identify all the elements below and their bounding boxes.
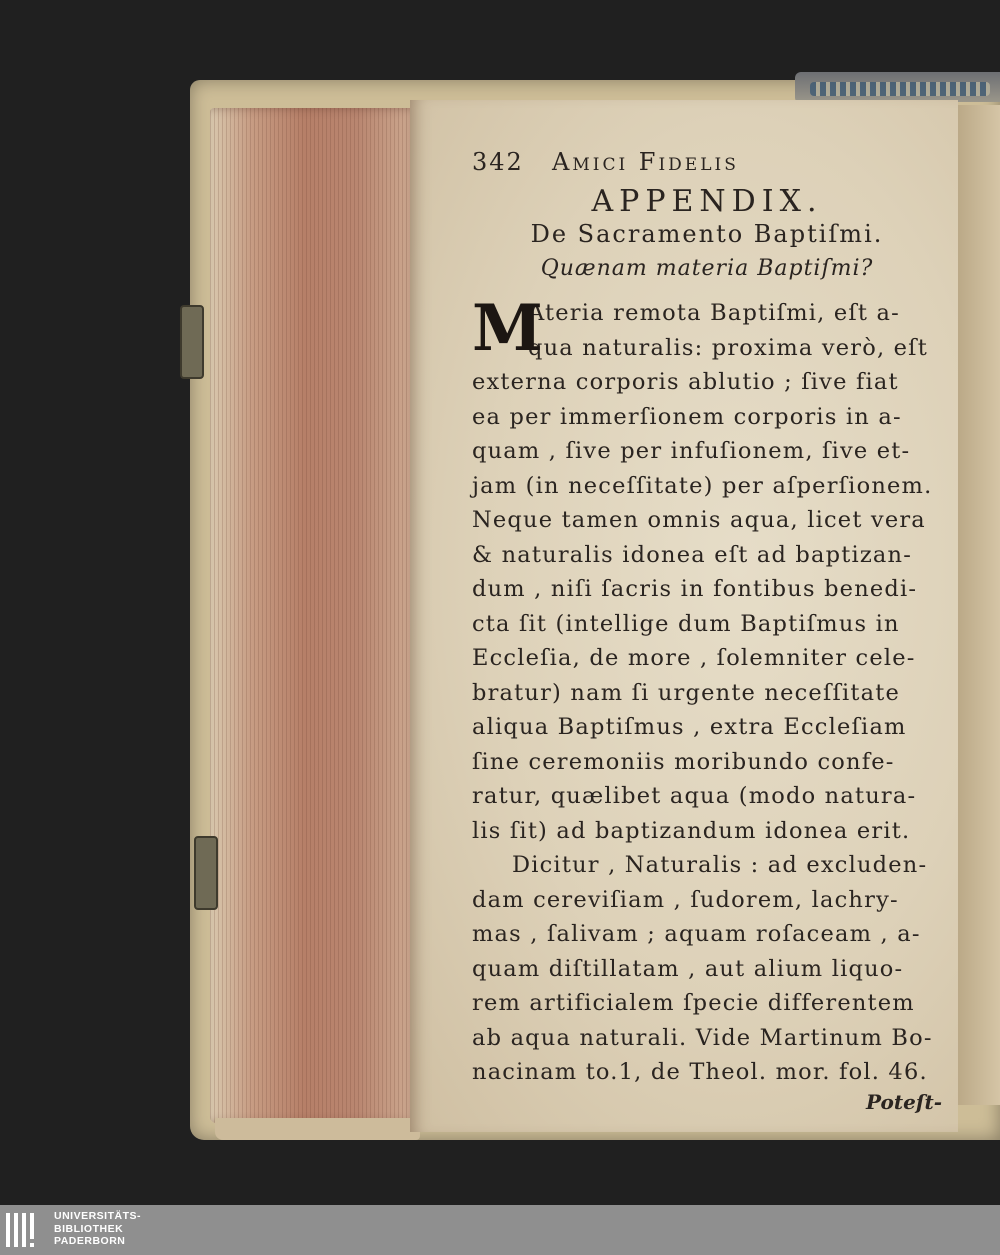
page-header: [472, 148, 942, 182]
book-page: [410, 100, 958, 1132]
clasp-top-icon: [180, 305, 204, 379]
library-name-line: UNIVERSITÄTS-: [54, 1210, 142, 1222]
page-text-block: [472, 148, 942, 1120]
text-line: quam , ſive per infuſionem, ſive et-: [472, 438, 911, 464]
text-line: mas , ſalivam ; aquam roſaceam , a-: [472, 921, 921, 947]
library-name-line: PADERBORN: [54, 1235, 126, 1247]
text-line: cta ſit (intellige dum Baptiſmus in: [472, 610, 900, 637]
question-heading: Quænam materia Baptiſmi?: [540, 256, 874, 281]
text-line: Ateria remota Baptiſmi, eſt a-: [528, 300, 900, 326]
text-line: qua naturalis: proxima verò, eſt: [528, 334, 928, 361]
text-line: quam diſtillatam , aut alium liquo-: [472, 955, 904, 982]
section-subtitle: De Sacramento Baptiſmi.: [530, 220, 884, 248]
text-line: dam cereviſiam , ſudorem, lachry-: [472, 886, 899, 913]
headband: [810, 82, 990, 96]
text-line: bratur) nam ſi urgente neceſſitate: [472, 679, 901, 706]
library-logo-icon: [4, 1209, 46, 1251]
library-name: [54, 1210, 141, 1248]
text-line: ea per immerſionem corporis in a-: [472, 403, 902, 430]
page-edges: [210, 108, 420, 1123]
page-edges-bottom: [215, 1118, 420, 1140]
text-line: lis ſit) ad baptizandum idonea erit.: [472, 817, 911, 844]
facing-page-edge: [955, 105, 1000, 1105]
body-text: [472, 291, 942, 1090]
text-line: aliqua Baptiſmus , extra Eccleſiam: [472, 714, 907, 740]
library-name-line: BIBLIOTHEK: [54, 1222, 124, 1235]
text-line: rem artificialem ſpecie differentem: [472, 990, 915, 1016]
library-footer: [0, 1205, 1000, 1255]
text-line: ratur, quælibet aqua (modo natura-: [472, 783, 917, 809]
text-line: & naturalis idonea eſt ad baptizan-: [472, 541, 913, 568]
text-line: jam (in neceſſitate) per aſperſionem.: [472, 472, 933, 499]
running-head: Amici Fidelis: [552, 148, 739, 176]
catchword: Poteſt-: [866, 1089, 942, 1114]
text-line: nacinam to.1, de Theol. mor. fol. 46.: [472, 1059, 928, 1085]
page-number: 342: [472, 148, 524, 176]
clasp-bottom-icon: [194, 836, 218, 910]
text-line: Eccleſia, de more , ſolemniter cele-: [472, 645, 916, 671]
text-line: Neque tamen omnis aqua, licet vera: [472, 507, 926, 533]
text-line: ab aqua naturali. Vide Martinum Bo-: [472, 1024, 933, 1051]
text-line: ſine ceremoniis moribundo confe-: [472, 748, 895, 775]
text-line: dum , niſi ſacris in fontibus benedi-: [472, 576, 918, 602]
section-title: APPENDIX.: [591, 184, 823, 219]
drop-cap: M: [472, 291, 543, 366]
text-line: Dicitur , Naturalis : ad excluden-: [512, 852, 928, 878]
text-line: externa corporis ablutio ; ſive fiat: [472, 369, 899, 395]
